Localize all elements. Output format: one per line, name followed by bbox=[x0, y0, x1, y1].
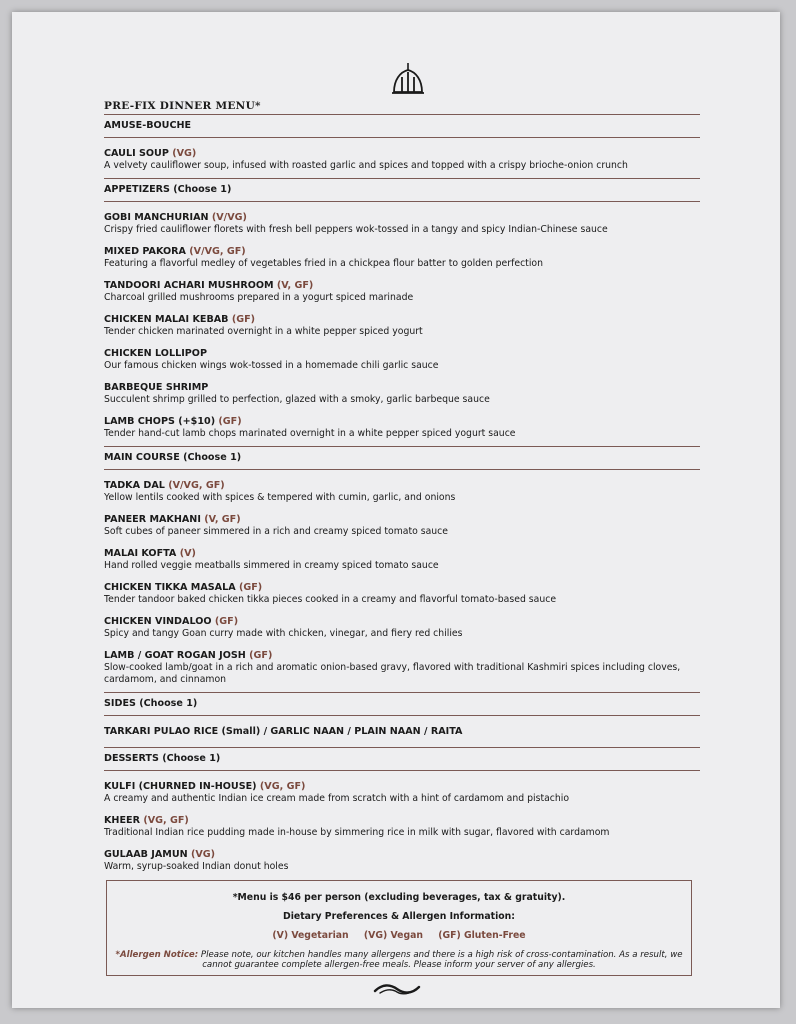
menu-item bbox=[104, 148, 700, 172]
dietary-tag: (V/VG) bbox=[211, 212, 247, 223]
dietary-tag: (GF) bbox=[249, 650, 273, 661]
item-name: CHICKEN VINDALOO bbox=[104, 616, 212, 627]
item-description: Soft cubes of paneer simmered in a rich and creamy spiced tomato sauce bbox=[104, 526, 449, 537]
item-name: GULAAB JAMUN bbox=[104, 849, 188, 860]
amuse-items bbox=[104, 148, 700, 172]
item-name: CAULI SOUP bbox=[104, 148, 169, 159]
menu-page bbox=[12, 12, 780, 1008]
menu-item bbox=[104, 348, 700, 372]
item-name: LAMB / GOAT ROGAN JOSH bbox=[104, 650, 246, 661]
legend-gluten-free: (GF) Gluten-Free bbox=[438, 930, 526, 941]
section-heading-sides: SIDES (Choose 1) bbox=[104, 692, 700, 716]
desserts-items bbox=[104, 781, 700, 873]
dietary-tag: (VG) bbox=[172, 148, 197, 159]
price-note: *Menu is $46 per person (excluding beverages, tax & gratuity). bbox=[232, 892, 566, 903]
section-heading-desserts: DESSERTS (Choose 1) bbox=[104, 747, 700, 771]
item-name: MIXED PAKORA bbox=[104, 246, 186, 257]
item-description: Charcoal grilled mushrooms prepared in a yogurt spiced marinade bbox=[104, 292, 414, 303]
menu-item bbox=[104, 480, 700, 504]
dietary-tag: (GF) bbox=[238, 582, 263, 593]
menu-item bbox=[104, 781, 700, 805]
dietary-tag: (VG) bbox=[191, 849, 216, 860]
menu-item bbox=[104, 416, 700, 440]
item-name-line bbox=[104, 314, 700, 326]
dietary-legend bbox=[107, 930, 691, 941]
menu-item bbox=[104, 314, 700, 338]
item-name: CHICKEN LOLLIPOP bbox=[104, 348, 207, 359]
menu-item bbox=[104, 849, 700, 873]
legend-vegan: (VG) Vegan bbox=[363, 930, 424, 941]
allergen-label: *Allergen Notice: bbox=[115, 950, 199, 960]
item-name-line bbox=[104, 246, 700, 258]
item-name-line bbox=[104, 280, 700, 292]
item-name-line bbox=[104, 781, 700, 793]
menu-item bbox=[104, 650, 700, 686]
item-name-line bbox=[104, 548, 700, 560]
item-name-line bbox=[104, 382, 700, 394]
item-name-line bbox=[104, 212, 700, 224]
dietary-tag: (V) bbox=[179, 548, 196, 559]
item-name-line bbox=[104, 480, 700, 492]
item-description: Our famous chicken wings wok-tossed in a homemade chili garlic sauce bbox=[104, 360, 439, 371]
item-description: Hand rolled veggie meatballs simmered in creamy spiced tomato sauce bbox=[104, 560, 439, 571]
item-description: Traditional Indian rice pudding made in-house by simmering rice in milk with sugar, flavored with cardamom bbox=[104, 827, 610, 838]
item-name: BARBEQUE SHRIMP bbox=[104, 382, 209, 393]
item-name: PANEER MAKHANI bbox=[104, 514, 201, 525]
item-name: LAMB CHOPS (+$10) bbox=[104, 416, 216, 427]
item-name: KULFI (CHURNED IN-HOUSE) bbox=[104, 781, 257, 792]
item-name: TANDOORI ACHARI MUSHROOM bbox=[104, 280, 274, 291]
allergen-notice bbox=[107, 950, 691, 970]
dietary-tag: (V, GF) bbox=[204, 514, 241, 525]
item-name: TADKA DAL bbox=[104, 480, 165, 491]
item-name: CHICKEN MALAI KEBAB bbox=[104, 314, 229, 325]
item-description: Succulent shrimp grilled to perfection, glazed with a smoky, garlic barbeque sauce bbox=[104, 394, 490, 405]
menu-item bbox=[104, 382, 700, 406]
dietary-tag: (VG, GF) bbox=[259, 781, 306, 792]
item-name-line bbox=[104, 514, 700, 526]
section-heading-amuse: AMUSE-BOUCHE bbox=[104, 114, 700, 138]
section-heading-main: MAIN COURSE (Choose 1) bbox=[104, 446, 700, 470]
dietary-title: Dietary Preferences & Allergen Information: bbox=[283, 911, 515, 922]
menu-item bbox=[104, 246, 700, 270]
menu-item bbox=[104, 548, 700, 572]
item-name-line bbox=[104, 416, 700, 428]
item-description: Featuring a flavorful medley of vegetables fried in a chickpea flour batter to golden perfection bbox=[104, 258, 543, 269]
item-name-line bbox=[104, 348, 700, 360]
menu-content bbox=[104, 96, 700, 879]
section-heading-appetizers: APPETIZERS (Choose 1) bbox=[104, 178, 700, 202]
dietary-tag: (V/VG, GF) bbox=[168, 480, 225, 491]
main-items bbox=[104, 480, 700, 686]
notice-box bbox=[106, 880, 692, 976]
allergen-text: Please note, our kitchen handles many allergens and there is a high risk of cross-contamination. As a result, we cannot guarantee complete allergen-free meals. Please inform your server of any allergies. bbox=[200, 950, 683, 970]
item-description: Crispy fried cauliflower florets with fresh bell peppers wok-tossed in a tangy and spicy Indian-Chinese sauce bbox=[104, 224, 608, 235]
item-description: Slow-cooked lamb/goat in a rich and aromatic onion-based gravy, flavored with traditional Kashmiri spices including cloves, cardamom, and cinnamon bbox=[104, 662, 681, 685]
menu-item bbox=[104, 280, 700, 304]
dietary-tag: (VG, GF) bbox=[143, 815, 189, 826]
item-description: Warm, syrup-soaked Indian donut holes bbox=[104, 861, 289, 872]
item-description: A creamy and authentic Indian ice cream made from scratch with a hint of cardamom and pistachio bbox=[104, 793, 570, 804]
item-name: MALAI KOFTA bbox=[104, 548, 177, 559]
menu-item bbox=[104, 582, 700, 606]
item-name-line bbox=[104, 815, 700, 827]
sides-line: TARKARI PULAO RICE (Small) / GARLIC NAAN / PLAIN NAAN / RAITA bbox=[104, 726, 463, 737]
item-name-line bbox=[104, 582, 700, 594]
item-description: A velvety cauliflower soup, infused with roasted garlic and spices and topped with a crispy brioche-onion crunch bbox=[104, 160, 628, 171]
appetizers-items bbox=[104, 212, 700, 440]
menu-item bbox=[104, 815, 700, 839]
item-name-line bbox=[104, 650, 700, 662]
menu-item bbox=[104, 514, 700, 538]
item-name: CHICKEN TIKKA MASALA bbox=[104, 582, 236, 593]
item-name-line bbox=[104, 616, 700, 628]
item-name: GOBI MANCHURIAN bbox=[104, 212, 209, 223]
item-name-line bbox=[104, 148, 700, 160]
flourish-ornament-icon bbox=[372, 982, 422, 996]
item-description: Tender hand-cut lamb chops marinated overnight in a white pepper spiced yogurt sauce bbox=[104, 428, 516, 439]
dietary-tag: (GF) bbox=[231, 314, 256, 325]
dietary-tag: (GF) bbox=[214, 616, 239, 627]
legend-vegetarian: (V) Vegetarian bbox=[272, 930, 349, 941]
item-name: KHEER bbox=[104, 815, 140, 826]
menu-item bbox=[104, 212, 700, 236]
restaurant-logo-icon bbox=[388, 60, 428, 100]
item-name-line bbox=[104, 849, 700, 861]
item-description: Yellow lentils cooked with spices & tempered with cumin, garlic, and onions bbox=[104, 492, 456, 503]
menu-item bbox=[104, 616, 700, 640]
dietary-tag: (V/VG, GF) bbox=[189, 246, 246, 257]
dietary-tag: (GF) bbox=[218, 416, 242, 427]
item-description: Tender chicken marinated overnight in a white pepper spiced yogurt bbox=[104, 326, 423, 337]
item-description: Spicy and tangy Goan curry made with chicken, vinegar, and fiery red chilies bbox=[104, 628, 463, 639]
item-description: Tender tandoor baked chicken tikka pieces cooked in a creamy and flavorful tomato-based sauce bbox=[104, 594, 557, 605]
dietary-tag: (V, GF) bbox=[276, 280, 314, 291]
menu-title: PRE-FIX DINNER MENU* bbox=[104, 100, 261, 112]
